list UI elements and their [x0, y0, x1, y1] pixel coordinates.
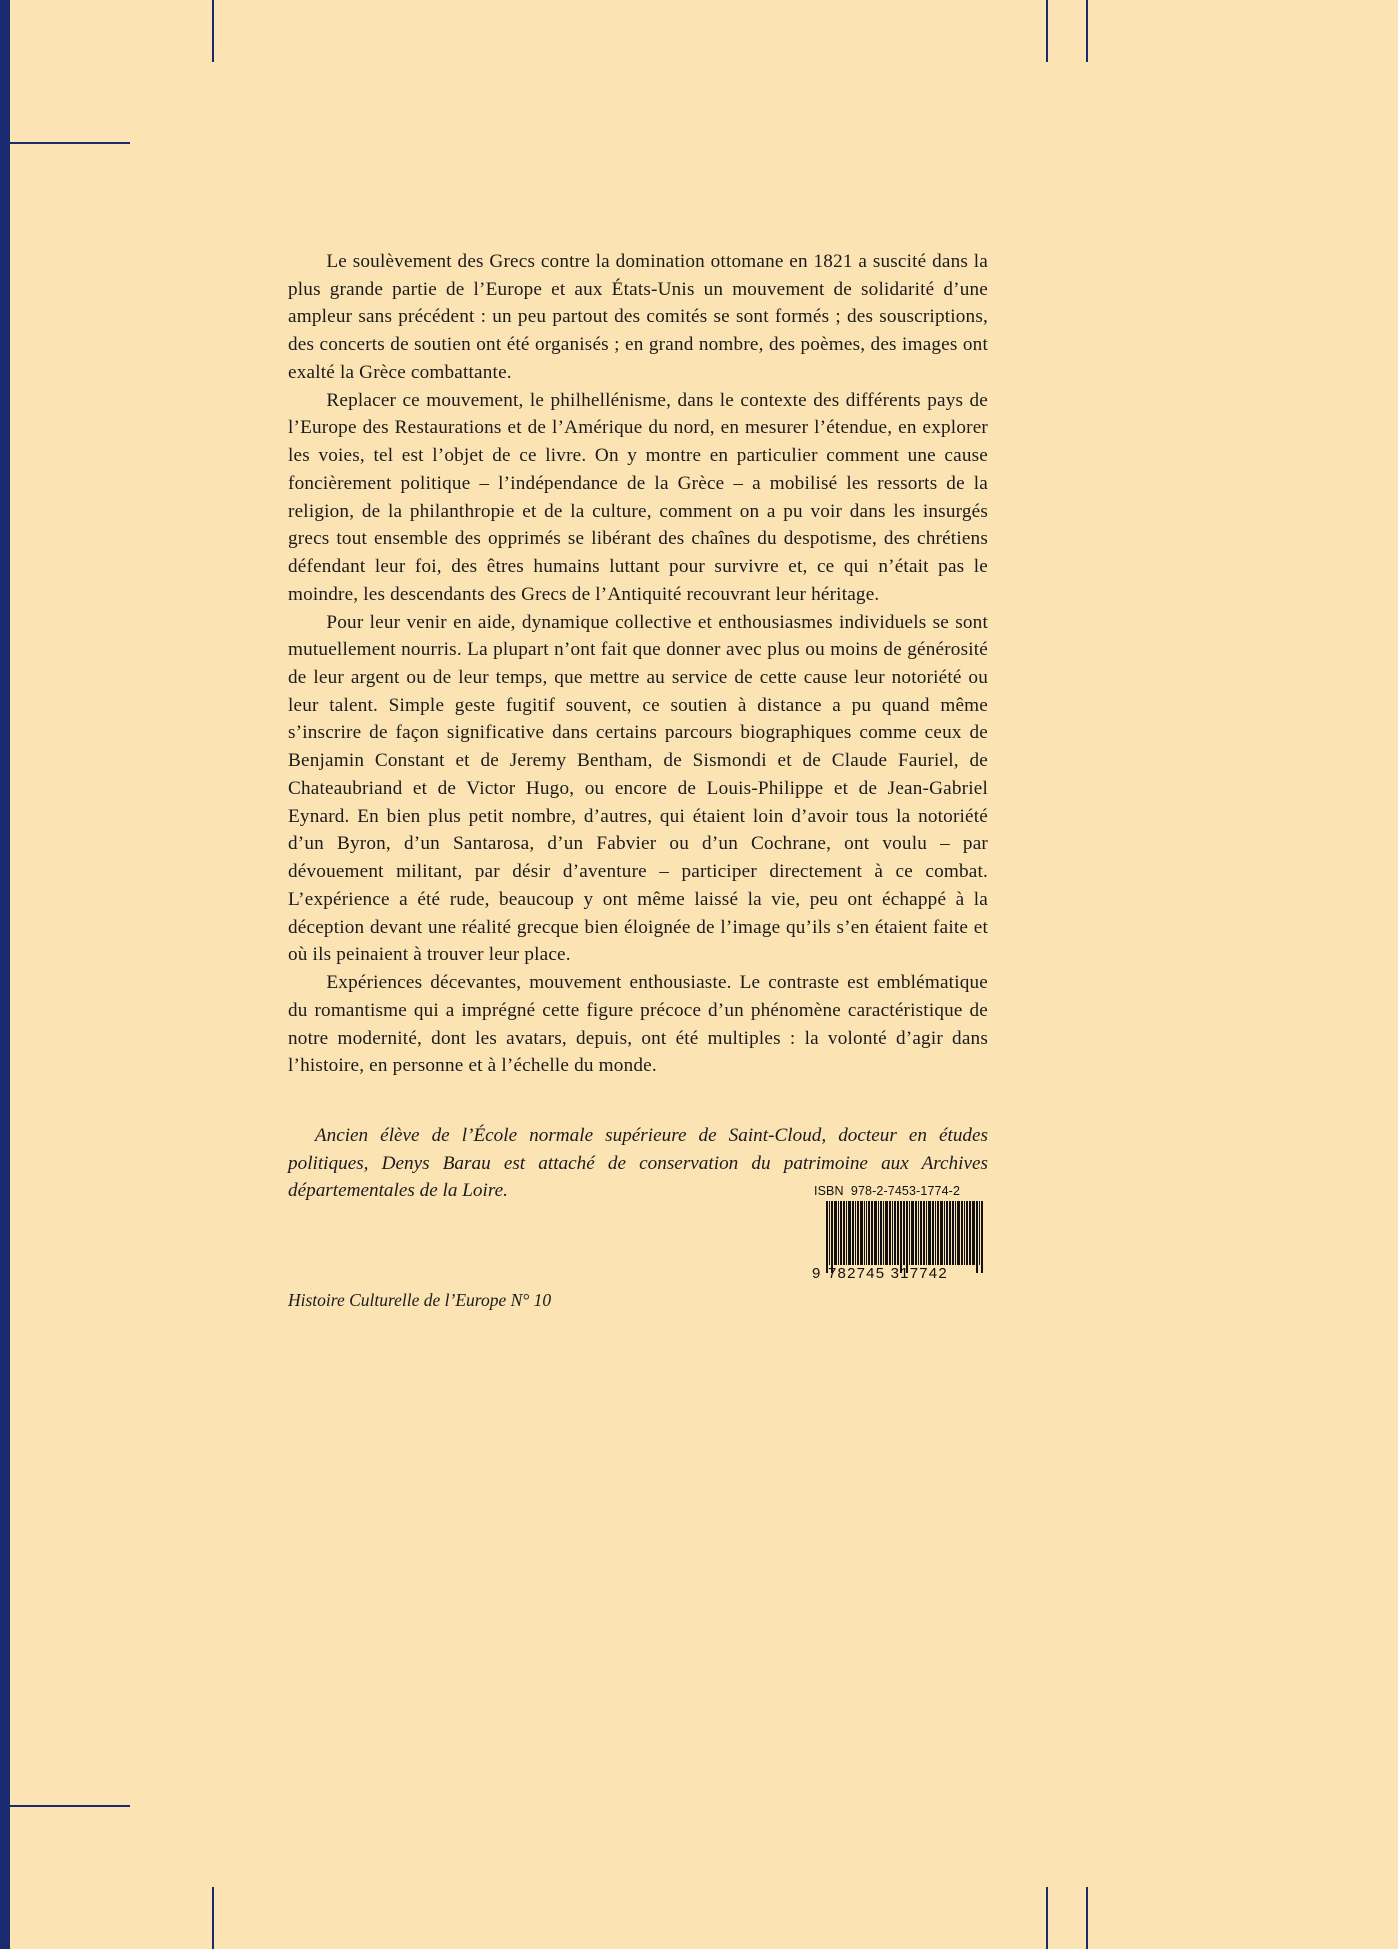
- trim-mark-bottom-right-inner: [1046, 1887, 1048, 1949]
- trim-mark-bottom-left: [212, 1887, 214, 1949]
- trim-mark-left-top: [0, 142, 130, 144]
- isbn-line: [814, 1184, 988, 1198]
- trim-mark-top-right-outer: [1086, 0, 1088, 62]
- isbn-number: 978-2-7453-1774-2: [850, 1184, 961, 1198]
- trim-mark-top-left: [212, 0, 214, 62]
- ean13-barcode: [812, 1201, 1000, 1281]
- trim-mark-bottom-right-outer: [1086, 1887, 1088, 1949]
- back-cover-text-block: [288, 248, 988, 1205]
- left-edge-band: [0, 0, 10, 1949]
- barcode-bars: [826, 1201, 984, 1265]
- author-bio-text: Ancien élève de l’École normale supérieure de Saint-Cloud, docteur en études politiques, Denys Barau est attaché de conservation du patrimoine aux Archives départementales de la Loire.: [288, 1125, 988, 1202]
- isbn-label: ISBN: [814, 1184, 844, 1198]
- trim-mark-left-bottom: [0, 1805, 130, 1807]
- blurb-paragraph: Le soulèvement des Grecs contre la domination ottomane en 1821 a suscité dans la plus grande partie de l’Europe et aux États-Unis un mouvement de solidarité d’une ampleur sans précédent : un peu partout des comités se sont formés ; des souscriptions, des concerts de soutien ont été organisés ; en grand nombre, des poèmes, des images ont exalté la Grèce combattante.: [288, 251, 988, 383]
- blurb-paragraph: Replacer ce mouvement, le philhellénisme, dans le contexte des différents pays de l’Europe des Restaurations et de l’Amérique du nord, en mesurer l’étendue, en explorer les voies, tel est l’objet de ce livre. On y montre en particulier comment une cause foncièrement politique – l’indépendance de la Grèce – a mobilisé les ressorts de la religion, de la philanthropie et de la culture, comment on a pu voir dans les insurgés grecs tout ensemble des opprimés se libérant des chaînes du despotisme, des chrétiens défendant leur foi, des êtres humains luttant pour survivre et, ce qui n’était pas le moindre, les descendants des Grecs de l’Antiquité recouvrant leur héritage.: [288, 389, 988, 605]
- barcode-block: [800, 1184, 988, 1281]
- series-line: Histoire Culturelle de l’Europe N° 10: [288, 1290, 552, 1310]
- barcode-lead-digit: 9: [812, 1265, 822, 1282]
- back-cover-footer: [288, 1184, 988, 1352]
- blurb-paragraph: Pour leur venir en aide, dynamique collective et enthousiasmes individuels se sont mutuellement nourris. La plupart n’ont fait que donner avec plus ou moins de générosité de leur argent ou de leur temps, que mettre au service de cette cause leur notoriété ou leur talent. Simple geste fugitif souvent, ce soutien à distance a pu quand même s’inscrire de façon significative dans certains parcours biographiques comme ceux de Benjamin Constant et de Jeremy Bentham, de Sismondi et de Claude Fauriel, de Chateaubriand et de Victor Hugo, ou encore de Louis-Philippe et de Jean-Gabriel Eynard. En bien plus petit nombre, d’autres, qui étaient loin d’avoir tous la notoriété d’un Byron, d’un Santarosa, d’un Fabvier ou d’un Cochrane, ont voulu – par dévouement militant, par désir d’aventure – participer directement à ce combat. L’expérience a été rude, beaucoup y ont même laissé la vie, peu ont échappé à la déception devant une réalité grecque bien éloignée de l’image qu’ils s’en étaient faite et où ils peinaient à trouver leur place.: [288, 611, 988, 966]
- barcode-main-digits: 782745 317742: [828, 1265, 948, 1282]
- blurb: [288, 248, 988, 1080]
- blurb-paragraph: Expériences décevantes, mouvement enthousiaste. Le contraste est emblématique du romantisme qui a imprégné cette figure précoce d’un phénomène caractéristique de notre modernité, dont les avatars, depuis, ont été multiples : la volonté d’agir dans l’histoire, en personne et à l’échelle du monde.: [288, 972, 988, 1077]
- trim-mark-top-right-inner: [1046, 0, 1048, 62]
